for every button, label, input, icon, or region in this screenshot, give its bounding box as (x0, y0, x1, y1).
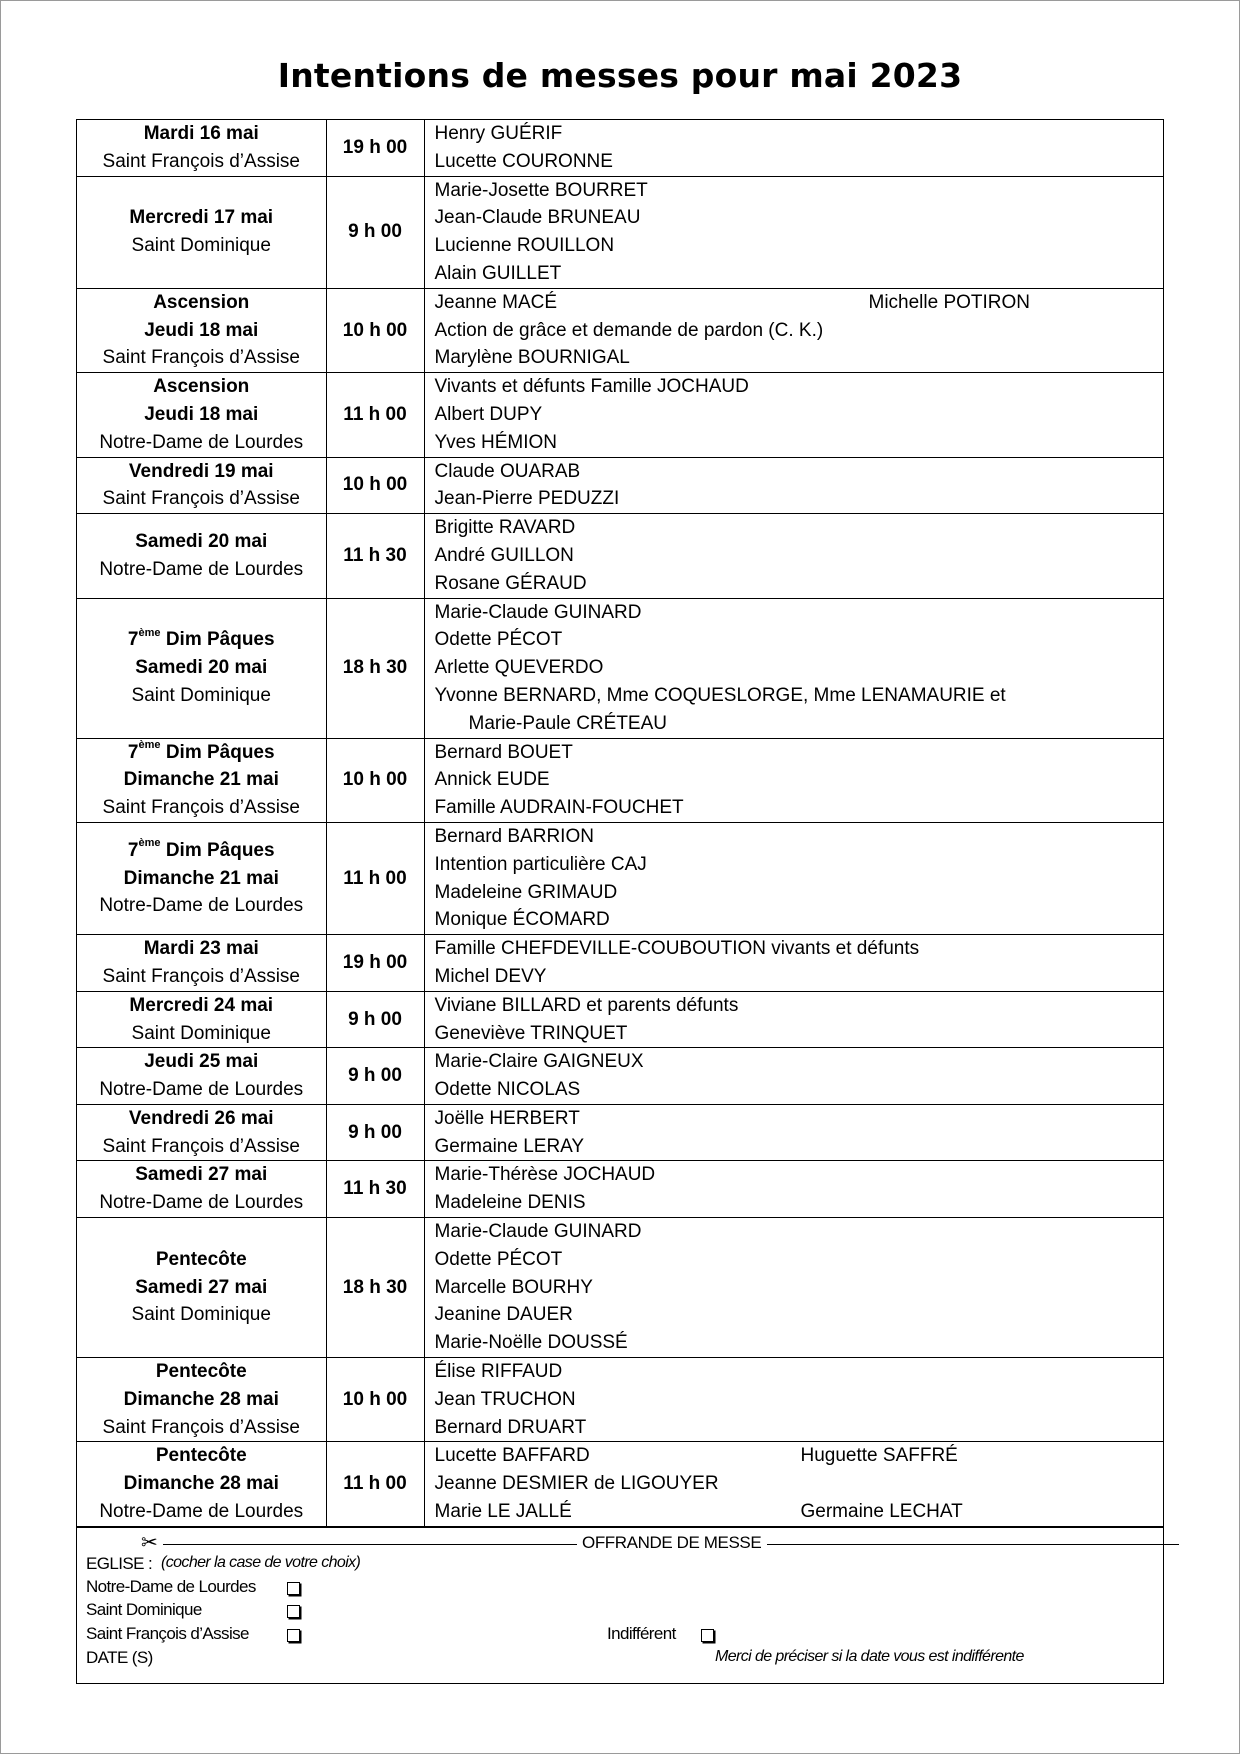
feast-name: Dim Pâques (165, 839, 275, 861)
celebration-cell (77, 1161, 326, 1218)
intention-line (435, 429, 1164, 457)
intention-line (435, 289, 1164, 317)
mass-time: 10 h 00 (326, 1358, 424, 1442)
feast-ordinal: ème (138, 837, 161, 850)
intention-name: Michel DEVY (434, 965, 547, 987)
mass-date: Samedi 20 mai (135, 531, 268, 553)
intention-line (435, 626, 1164, 654)
intention-line (435, 317, 1164, 345)
eglise-label: EGLISE : (86, 1553, 153, 1573)
mass-time: 9 h 00 (326, 991, 424, 1048)
intention-name: Marie-Thérèse JOCHAUD (434, 1164, 656, 1186)
church-name: Saint François d’Assise (102, 1416, 300, 1438)
mass-date: Mardi 16 mai (143, 123, 259, 144)
intentions-cell (424, 991, 1163, 1048)
intention-name: Jeanine DAUER (434, 1304, 573, 1326)
scissors-icon: ✂ (141, 1531, 158, 1554)
intention-line (435, 401, 1164, 429)
intention-name: Geneviève TRINQUET (434, 1022, 628, 1044)
celebration-cell (77, 288, 326, 372)
intention-line (435, 1076, 1164, 1104)
intention-name: Élise RIFFAUD (434, 1361, 563, 1383)
intention-name: Marie-Noëlle DOUSSÉ (434, 1332, 628, 1354)
intention-name: Marie-Josette BOURRET (434, 179, 648, 201)
intention-line (435, 963, 1164, 991)
intention-name: Jeanne MACÉ (434, 291, 558, 313)
intentions-cell (424, 120, 1163, 176)
intentions-cell (424, 1048, 1163, 1105)
intention-line (435, 766, 1164, 794)
mass-time: 10 h 00 (326, 457, 424, 514)
feast-label (77, 626, 326, 654)
church-name: Saint François d’Assise (102, 347, 300, 369)
mass-date: Jeudi 18 mai (144, 319, 259, 341)
schedule-row (77, 935, 1163, 992)
church-name: Saint François d’Assise (102, 1135, 300, 1157)
intention-line (435, 1218, 1164, 1246)
schedule-row (77, 288, 1163, 372)
intention-line (435, 879, 1164, 907)
intentions-cell (424, 822, 1163, 934)
intention-line (435, 599, 1164, 627)
intention-name-second: Michelle POTIRON (868, 291, 1031, 313)
intentions-cell (424, 1442, 1163, 1526)
intention-name: Marcelle BOURHY (434, 1276, 593, 1298)
church-name: Saint Dominique (131, 1304, 271, 1326)
celebration-cell (77, 1104, 326, 1161)
intention-line (435, 682, 1164, 710)
intention-line (435, 232, 1164, 260)
mass-date: Dimanche 28 mai (123, 1388, 279, 1410)
intention-line (435, 1274, 1164, 1302)
mass-date: Mardi 23 mai (143, 938, 259, 960)
intention-line (435, 344, 1164, 372)
indifferent-label: Indifférent (607, 1623, 676, 1643)
choice-label-notre-dame: Notre-Dame de Lourdes (86, 1576, 256, 1596)
intentions-cell (424, 1161, 1163, 1218)
intention-name: Marie-Paule CRÉTEAU (468, 712, 667, 734)
offering-coupon (77, 1527, 1163, 1683)
intention-name: Albert DUPY (434, 403, 543, 425)
intention-name: Marylène BOURNIGAL (434, 347, 630, 369)
intention-name: Jeanne DESMIER de LIGOUYER (434, 1473, 719, 1495)
intention-name: Famille CHEFDEVILLE-COUBOUTION vivants et défunts (434, 938, 920, 960)
intention-line (435, 1133, 1164, 1161)
mass-date: Samedi 27 mai (135, 1164, 268, 1186)
intention-name: Alain GUILLET (434, 262, 562, 284)
intention-name: Arlette QUEVERDO (434, 657, 604, 679)
intentions-cell (424, 373, 1163, 457)
intentions-cell (424, 288, 1163, 372)
mass-date: Mercredi 24 mai (129, 994, 274, 1016)
celebration-cell (77, 598, 326, 738)
intention-line (435, 794, 1164, 822)
intention-name: Marie LE JALLÉ (434, 1501, 572, 1523)
mass-time: 9 h 00 (326, 1104, 424, 1161)
intention-line (435, 1414, 1164, 1442)
intentions-cell (424, 176, 1163, 288)
intentions-cell (424, 457, 1163, 514)
schedule-row (77, 738, 1163, 822)
schedule-row (77, 1358, 1163, 1442)
intentions-cell (424, 1104, 1163, 1161)
intention-line (435, 148, 1164, 176)
intention-name: Madeleine DENIS (434, 1192, 586, 1214)
intention-name: Jean-Pierre PEDUZZI (434, 488, 620, 510)
intention-line (435, 177, 1164, 205)
celebration-cell (77, 1442, 326, 1526)
intention-name: Viviane BILLARD et parents défunts (434, 994, 739, 1016)
mass-time: 18 h 30 (326, 598, 424, 738)
intention-name: Jean TRUCHON (434, 1388, 576, 1410)
intention-name: Marie-Claude GUINARD (434, 601, 642, 623)
intention-line (435, 204, 1164, 232)
mass-schedule-table (77, 120, 1163, 1527)
mass-date: Vendredi 19 mai (128, 460, 274, 482)
intention-name-second: Huguette SAFFRÉ (800, 1445, 958, 1467)
intention-line (435, 1329, 1164, 1357)
feast-label: Pentecôte (155, 1361, 247, 1383)
intention-name: Madeleine GRIMAUD (434, 881, 618, 903)
schedule-row (77, 1442, 1163, 1526)
church-name: Notre-Dame de Lourdes (99, 431, 304, 453)
intention-name: Marie-Claude GUINARD (434, 1221, 642, 1243)
intention-name: Action de grâce et demande de pardon (C. K.) (434, 319, 824, 341)
intention-name: Jean-Claude BRUNEAU (434, 207, 641, 229)
intention-name: Yvonne BERNARD, Mme COQUESLORGE, Mme LENAMAURIE et (434, 684, 1006, 706)
church-name: Saint François d’Assise (102, 150, 300, 172)
mass-time: 10 h 00 (326, 738, 424, 822)
intention-line (435, 1470, 1164, 1498)
intention-name: Marie-Claire GAIGNEUX (434, 1051, 644, 1073)
intention-line (435, 1498, 1164, 1526)
mass-time: 18 h 30 (326, 1218, 424, 1358)
intention-name: Annick EUDE (434, 769, 550, 791)
choice-label-saint-dominique: Saint Dominique (86, 1599, 202, 1619)
intention-name: Odette PÉCOT (434, 1248, 563, 1270)
intention-name: Joëlle HERBERT (434, 1107, 580, 1129)
schedule-row (77, 457, 1163, 514)
church-name: Saint Dominique (131, 684, 271, 706)
intention-line (435, 1246, 1164, 1274)
intention-name: Yves HÉMION (434, 431, 557, 453)
intentions-cell (424, 1218, 1163, 1358)
schedule-row (77, 120, 1163, 176)
church-name: Notre-Dame de Lourdes (99, 1192, 304, 1214)
mass-intentions-sheet (76, 119, 1164, 1684)
intention-line (435, 542, 1164, 570)
mass-date: Samedi 27 mai (135, 1276, 268, 1298)
intention-name: Bernard BARRION (434, 825, 594, 847)
checkbox-notre-dame[interactable] (287, 1582, 300, 1595)
cut-rule-right (767, 1544, 1179, 1545)
mass-time: 11 h 00 (326, 1442, 424, 1526)
intention-line (435, 739, 1164, 767)
intention-name: Germaine LERAY (434, 1135, 585, 1157)
intentions-cell (424, 598, 1163, 738)
feast-ordinal: ème (138, 739, 161, 752)
intentions-cell (424, 1358, 1163, 1442)
intention-name: Monique ÉCOMARD (434, 909, 610, 931)
mass-time: 10 h 00 (326, 288, 424, 372)
mass-date: Jeudi 25 mai (144, 1051, 259, 1073)
mass-time: 19 h 00 (326, 935, 424, 992)
church-name: Saint François d’Assise (102, 797, 300, 819)
intention-line (435, 1358, 1164, 1386)
celebration-cell (77, 991, 326, 1048)
intention-line (435, 570, 1164, 598)
eglise-hint: (cocher la case de votre choix) (161, 1553, 361, 1571)
feast-name: Dim Pâques (165, 629, 275, 651)
church-name: Notre-Dame de Lourdes (99, 895, 304, 917)
intention-line (435, 1105, 1164, 1133)
feast-label: Ascension (153, 376, 250, 398)
feast-name: Dim Pâques (165, 741, 275, 763)
intention-line (435, 1386, 1164, 1414)
schedule-row (77, 1048, 1163, 1105)
intention-line (435, 260, 1164, 288)
schedule-row (77, 598, 1163, 738)
date-note: Merci de préciser si la date vous est indifférente (715, 1647, 1024, 1665)
celebration-cell (77, 457, 326, 514)
intention-name: Rosane GÉRAUD (434, 572, 587, 594)
mass-time: 19 h 00 (326, 120, 424, 176)
celebration-cell (77, 373, 326, 457)
intention-line (435, 373, 1164, 401)
intention-name-second: Germaine LECHAT (800, 1501, 963, 1523)
church-name: Saint Dominique (131, 235, 271, 257)
intention-name: André GUILLON (434, 544, 574, 566)
mass-date: Jeudi 18 mai (144, 403, 259, 425)
church-name: Notre-Dame de Lourdes (99, 1079, 304, 1101)
schedule-row (77, 373, 1163, 457)
intention-line (435, 935, 1164, 963)
intention-name: Lucette COURONNE (434, 150, 613, 172)
intention-name: Claude OUARAB (434, 460, 581, 482)
intentions-cell (424, 738, 1163, 822)
intention-name: Famille AUDRAIN-FOUCHET (434, 797, 684, 819)
intention-name: Lucienne ROUILLON (434, 235, 615, 257)
church-name: Notre-Dame de Lourdes (99, 1501, 304, 1523)
celebration-cell (77, 1218, 326, 1358)
schedule-row (77, 1104, 1163, 1161)
intention-name: Vivants et défunts Famille JOCHAUD (434, 376, 749, 398)
schedule-row (77, 822, 1163, 934)
intention-line (435, 710, 1164, 738)
mass-time: 11 h 00 (326, 822, 424, 934)
feast-number: 7 (127, 741, 139, 763)
schedule-row (77, 176, 1163, 288)
mass-date: Samedi 20 mai (135, 657, 268, 679)
mass-time: 9 h 00 (326, 1048, 424, 1105)
celebration-cell (77, 738, 326, 822)
intention-line (435, 906, 1164, 934)
date-label: DATE (S) (86, 1647, 153, 1667)
intention-line (435, 1301, 1164, 1329)
celebration-cell (77, 120, 326, 176)
celebration-cell (77, 822, 326, 934)
mass-date: Dimanche 21 mai (123, 769, 279, 791)
intention-line (435, 1442, 1164, 1470)
church-name: Saint François d’Assise (102, 965, 300, 987)
checkbox-indifferent[interactable] (701, 1629, 714, 1642)
intention-name: Bernard BOUET (434, 741, 573, 763)
intention-line (435, 1020, 1164, 1048)
intentions-cell (424, 514, 1163, 598)
mass-date: Dimanche 28 mai (123, 1473, 279, 1495)
schedule-row (77, 1161, 1163, 1218)
checkbox-saint-francois[interactable] (287, 1629, 300, 1642)
intention-line (435, 458, 1164, 486)
intention-line (435, 823, 1164, 851)
intention-line (435, 1189, 1164, 1217)
celebration-cell (77, 514, 326, 598)
schedule-row (77, 991, 1163, 1048)
mass-time: 11 h 30 (326, 1161, 424, 1218)
intention-line (435, 654, 1164, 682)
intention-line (435, 851, 1164, 879)
intention-line (435, 485, 1164, 513)
choice-label-saint-francois: Saint François d’Assise (86, 1623, 249, 1643)
intention-line (435, 1048, 1164, 1076)
intention-line (435, 1161, 1164, 1189)
church-name: Saint Dominique (131, 1022, 271, 1044)
celebration-cell (77, 935, 326, 992)
mass-date: Vendredi 26 mai (128, 1107, 274, 1129)
mass-time: 11 h 30 (326, 514, 424, 598)
feast-ordinal: ème (138, 627, 161, 640)
intention-line (435, 120, 1164, 148)
intention-line (435, 514, 1164, 542)
cut-rule-left (163, 1544, 577, 1545)
church-name: Notre-Dame de Lourdes (99, 558, 304, 580)
intention-name: Henry GUÉRIF (434, 123, 563, 144)
feast-number: 7 (127, 839, 139, 861)
intention-name: Intention particulière CAJ (434, 853, 647, 875)
celebration-cell (77, 1358, 326, 1442)
coupon-heading: OFFRANDE DE MESSE (582, 1532, 762, 1552)
intention-name: Bernard DRUART (434, 1416, 587, 1438)
feast-label: Pentecôte (155, 1248, 247, 1270)
feast-label: Ascension (153, 291, 250, 313)
intention-name: Brigitte RAVARD (434, 517, 576, 539)
feast-number: 7 (127, 629, 139, 651)
feast-label (77, 739, 326, 767)
intentions-cell (424, 935, 1163, 992)
intention-name: Odette PÉCOT (434, 629, 563, 651)
mass-time: 11 h 00 (326, 373, 424, 457)
checkbox-saint-dominique[interactable] (287, 1605, 300, 1618)
schedule-row (77, 1218, 1163, 1358)
schedule-row (77, 514, 1163, 598)
intention-name: Odette NICOLAS (434, 1079, 581, 1101)
intention-line (435, 992, 1164, 1020)
mass-date: Dimanche 21 mai (123, 867, 279, 889)
feast-label: Pentecôte (155, 1445, 247, 1467)
page-title: Intentions de messes pour mai 2023 (277, 56, 963, 95)
celebration-cell (77, 176, 326, 288)
church-name: Saint François d’Assise (102, 488, 300, 510)
mass-time: 9 h 00 (326, 176, 424, 288)
cut-line (141, 1533, 1179, 1555)
intention-name: Lucette BAFFARD (434, 1445, 590, 1467)
feast-label (77, 837, 326, 865)
celebration-cell (77, 1048, 326, 1105)
mass-date: Mercredi 17 mai (129, 207, 274, 229)
